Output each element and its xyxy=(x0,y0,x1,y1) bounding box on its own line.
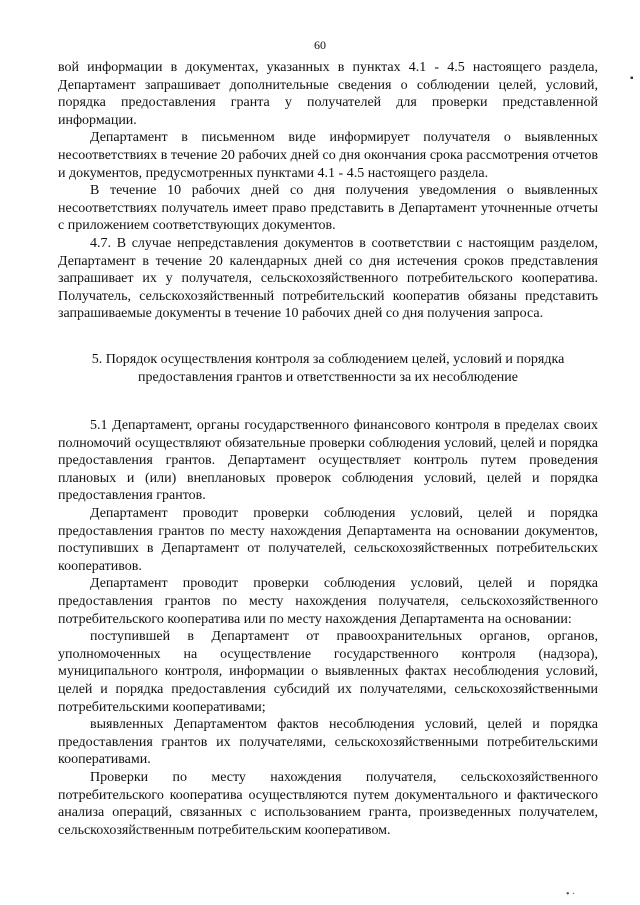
document-body xyxy=(58,59,598,839)
paragraph: Проверки по месту нахождения получателя, сельскохозяйственного потребительского кооператива осуществляются путем документального и фактического анализа операций, связанных с использованием гранта, произведенных получателем, сельскохозяйственным потребительским кооперативом. xyxy=(58,769,598,838)
paragraph: В течение 10 рабочих дней со дня получения уведомления о выявленных несоответствиях получатель имеет право представить в Департамент уточненные отчеты с приложением соответствующих документов. xyxy=(58,183,598,234)
scan-corner-mark: • · xyxy=(566,889,576,900)
paragraph: Департамент проводит проверки соблюдения условий, целей и порядка предоставления грантов по месту нахождения получателя, сельскохозяйственного потребительского кооператива или по месту нахождения Департамента на основании: xyxy=(58,576,598,627)
paragraph: Департамент в письменном виде информирует получателя о выявленных несоответствиях в течение 20 рабочих дней со дня окончания срока рассмотрения отчетов и документов, предусмотренных пунктами 4.1 - 4.5 настоящего раздела. xyxy=(58,130,598,181)
paragraph: вой информации в документах, указанных в пунктах 4.1 - 4.5 настоящего раздела, Департамент запрашивает дополнительные сведения о соблюдении целей, условий, порядка предоставления гранта у получателей для проверки представленной информации. xyxy=(58,60,598,128)
paragraph: Департамент проводит проверки соблюдения условий, целей и порядка предоставления грантов по месту нахождения Департамента на основании документов, поступивших в Департамент от получателей, сельскохозяйственных потребительских кооперативов. xyxy=(58,506,598,574)
paragraph: выявленных Департаментом фактов несоблюдения условий, целей и порядка предоставления грантов их получателями, сельскохозяйственными потребительскими кооперативами. xyxy=(58,717,598,768)
page-number: 60 xyxy=(314,38,326,52)
section-heading: 5. Порядок осуществления контроля за соблюдением целей, условий и порядка предоставления грантов и ответственности за их несоблюдение xyxy=(91,351,565,385)
paragraph: 5.1 Департамент, органы государственного финансового контроля в пределах своих полномочий осуществляют обязательные проверки соблюдения условий, целей и порядка предоставления грантов. Департамент осуществляет контроль путем проведения плановых и (или) внеплановых проверок соблюдения условий, целей и порядка предоставления грантов. xyxy=(58,418,598,504)
paragraph: поступившей в Департамент от правоохранительных органов, органов, уполномоченных на осуществление государственного контроля (надзора), муниципального контроля, информации о выявленных фактах несоблюдения условий, целей и порядка предоставления субсидий их получателями, сельскохозяйственными потребительскими кооперативами; xyxy=(58,629,598,715)
paragraph: 4.7. В случае непредставления документов в соответствии с настоящим разделом, Департамент в течение 20 календарных дней со дня истечения сроков представления запрашивает их у получателя, сельскохозяйственного потребительского кооператива. Получатель, сельскохозяйственный потребительский кооператив обязаны представить запрашиваемые документы в течение 10 рабочих дней со дня получения запроса. xyxy=(58,235,598,322)
scan-edge-mark: ▪ xyxy=(630,73,634,84)
